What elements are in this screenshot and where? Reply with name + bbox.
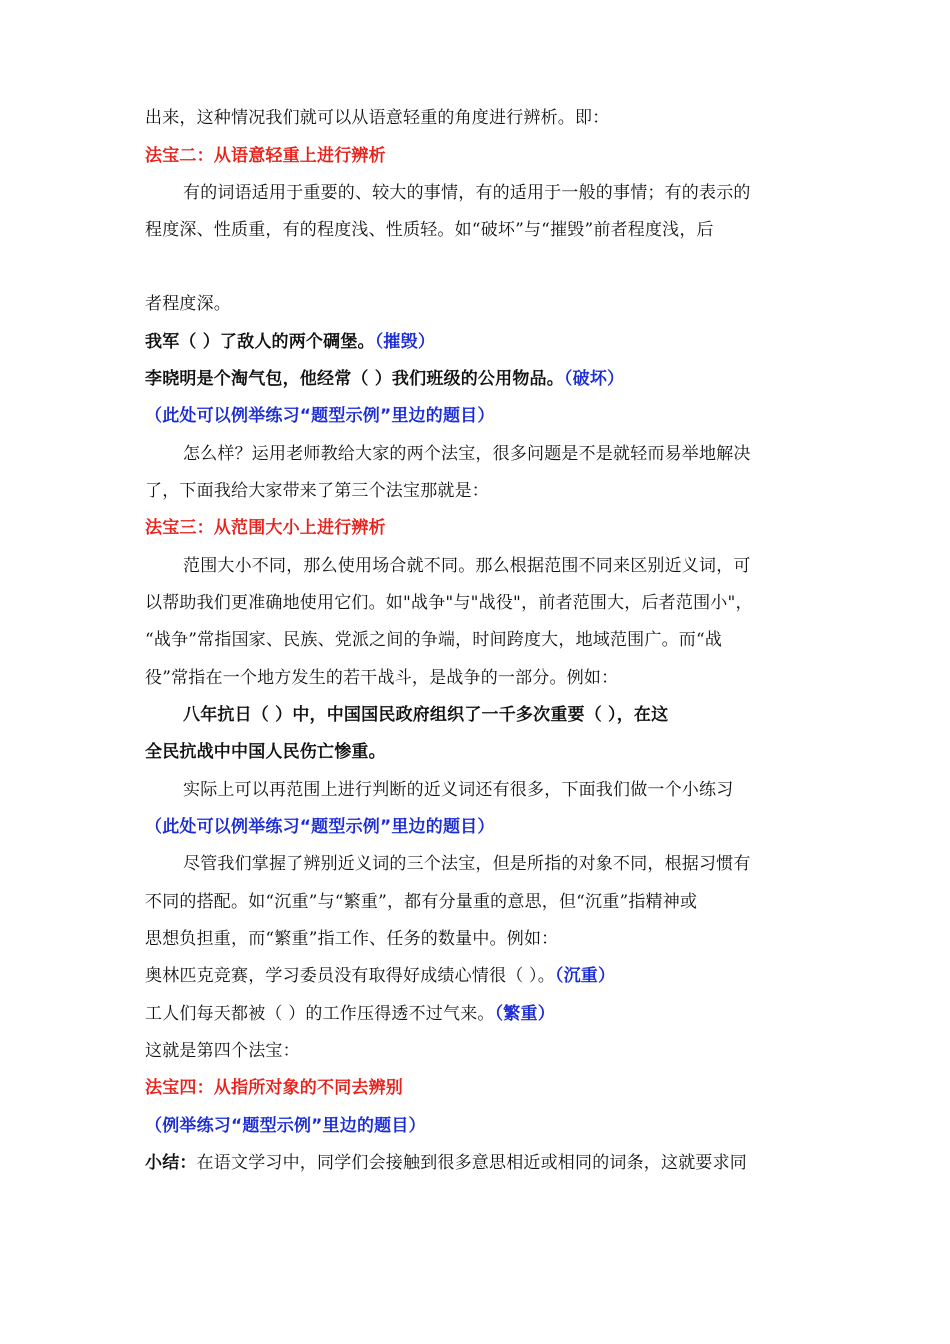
example-sentence: 八年抗日（ ）中，中国国民政府组织了一千多次重要（ ），在这 xyxy=(183,705,669,725)
example-question: 工人们每天都被（ ）的工作压得透不过气来。 xyxy=(145,1004,495,1024)
example-question: 奥林匹克竞赛，学习委员没有取得好成绩心情很（ ）。 xyxy=(145,966,555,986)
paragraph-line: 思想负担重，而“繁重”指工作、任务的数量中。例如： xyxy=(145,929,559,949)
section-heading-2: 法宝二：从语意轻重上进行辨析 xyxy=(145,146,386,166)
summary-label: 小结： xyxy=(145,1153,197,1173)
example-sentence xyxy=(145,964,825,988)
summary-line xyxy=(145,1151,825,1175)
example-question: 李晓明是个淘气包，他经常（ ）我们班级的公用物品。 xyxy=(145,369,564,389)
paragraph-line: 尽管我们掌握了辨别近义词的三个法宝，但是所指的对象不同，根据习惯有 xyxy=(183,854,751,874)
paragraph-line: 实际上可以再范围上进行判断的近义词还有很多，下面我们做一个小练习 xyxy=(183,780,734,800)
paragraph-line: 以帮助我们更准确地使用它们。如"战争"与"战役"，前者范围大，后者范围小"， xyxy=(145,593,753,613)
section-heading-3: 法宝三：从范围大小上进行辨析 xyxy=(145,518,386,538)
exercise-note: （例举练习“题型示例”里边的题目） xyxy=(145,1116,426,1136)
exercise-note: （此处可以例举练习“题型示例”里边的题目） xyxy=(145,406,495,426)
section-heading-4: 法宝四：从指所对象的不同去辨别 xyxy=(145,1078,403,1098)
example-answer: （破坏） xyxy=(563,369,625,389)
paragraph-line: 有的词语适用于重要的、较大的事情，有的适用于一般的事情；有的表示的 xyxy=(183,183,751,203)
example-sentence: 全民抗战中中国人民伤亡惨重。 xyxy=(145,742,386,762)
example-question: 我军（ ）了敌人的两个碉堡。 xyxy=(145,332,375,352)
paragraph-line: 出来，这种情况我们就可以从语意轻重的角度进行辨析。即： xyxy=(145,108,610,128)
example-answer: （摧毁） xyxy=(374,332,436,352)
example-sentence xyxy=(145,1002,825,1026)
paragraph-line: 程度深、性质重，有的程度浅、性质轻。如“破坏”与“摧毁”前者程度浅，后 xyxy=(145,220,714,240)
paragraph-line: 这就是第四个法宝： xyxy=(145,1041,300,1061)
exercise-note: （此处可以例举练习“题型示例”里边的题目） xyxy=(145,817,495,837)
paragraph-line: 范围大小不同，那么使用场合就不同。那么根据范围不同来区别近义词，可 xyxy=(183,556,751,576)
paragraph-line: 役”常指在一个地方发生的若干战斗，是战争的一部分。例如： xyxy=(145,668,619,688)
example-sentence xyxy=(145,330,825,354)
paragraph-line: 不同的搭配。如“沉重”与“繁重”，都有分量重的意思，但“沉重”指精神或 xyxy=(145,892,698,912)
paragraph-line: 者程度深。 xyxy=(145,294,231,314)
summary-text: 在语文学习中，同学们会接触到很多意思相近或相同的词条，这就要求同 xyxy=(196,1153,748,1173)
example-sentence xyxy=(145,367,825,391)
paragraph-line: “战争”常指国家、民族、党派之间的争端，时间跨度大，地域范围广。而“战 xyxy=(145,630,723,650)
paragraph-line: 了，下面我给大家带来了第三个法宝那就是： xyxy=(145,481,489,501)
example-answer: （繁重） xyxy=(494,1004,555,1024)
example-answer: （沉重） xyxy=(554,966,616,986)
paragraph-line: 怎么样？运用老师教给大家的两个法宝，很多问题是不是就轻而易举地解决 xyxy=(183,444,751,464)
